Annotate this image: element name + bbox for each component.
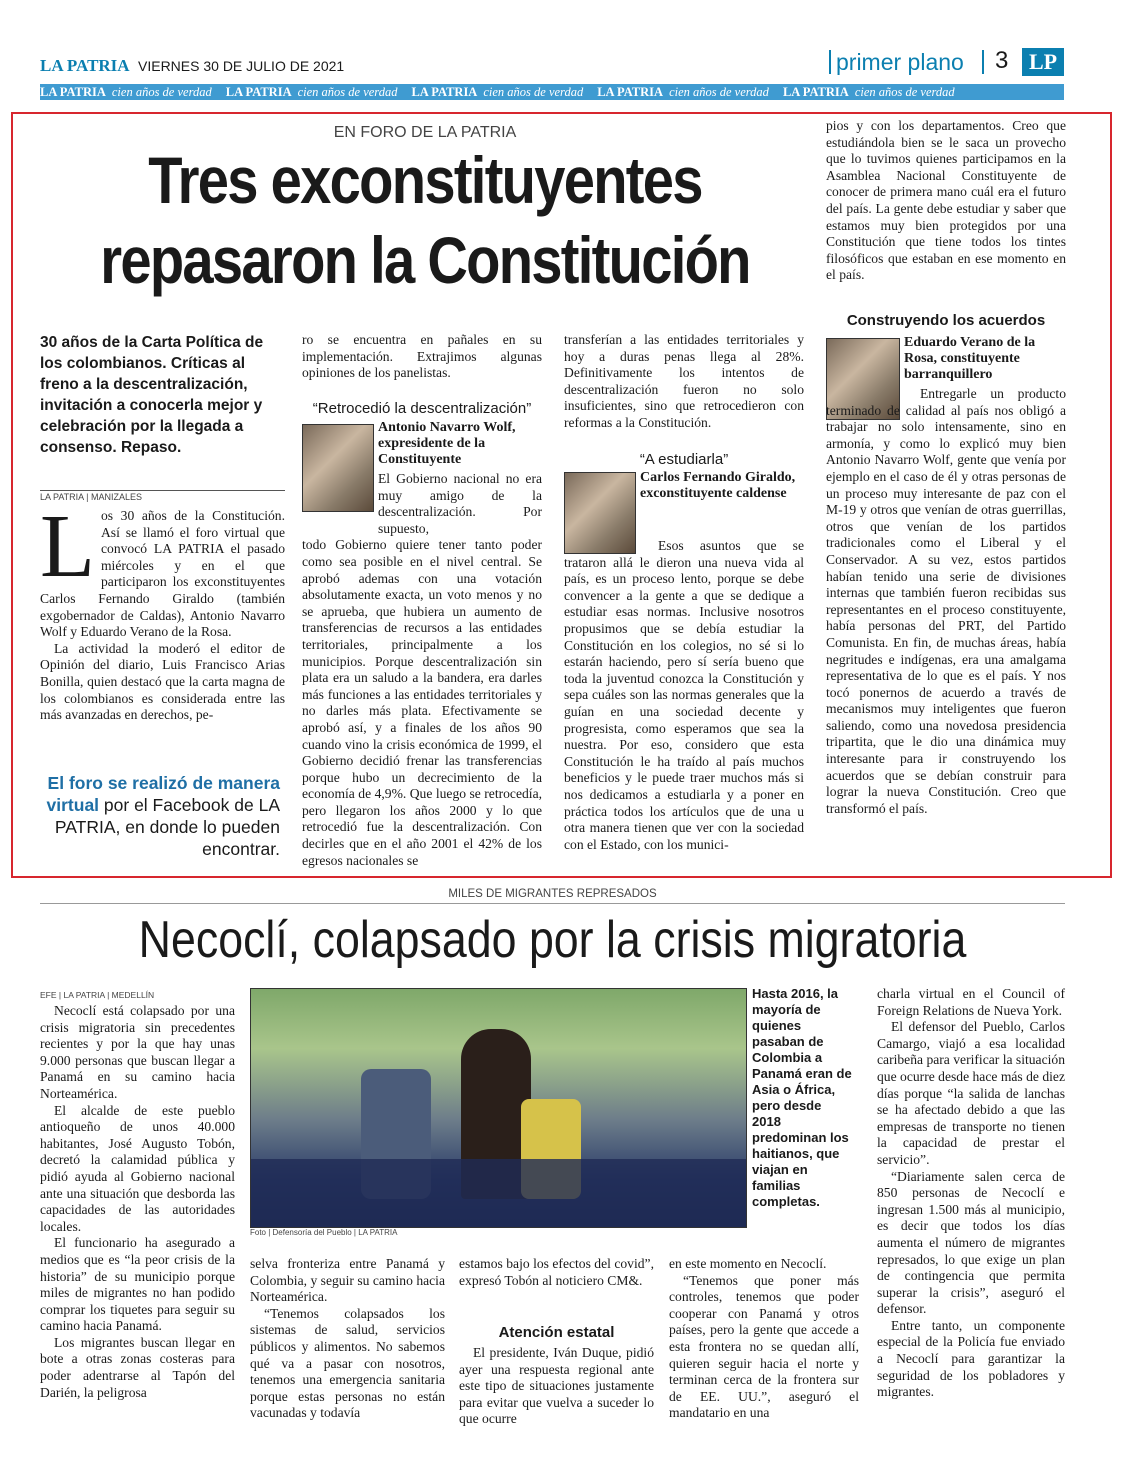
ribbon-slogan: cien años de verdad <box>297 85 398 99</box>
article2-paragraph: Los migrantes buscan llegar en bote a otras zonas costeras para poder adentrarse al Tapón del Darién, la peligrosa <box>40 1334 235 1400</box>
section-divider <box>829 50 831 74</box>
promo-box <box>40 772 280 860</box>
subhead-3: Construyendo los acuerdos <box>846 312 1046 329</box>
col4-paragraph: pios y con los departamentos. Creo que estudiándola bien se le saca un provecho que lo tuvimos quienes participamos en la Asamblea Nacional Constituyente de conocer de primera mano cuál era el futuro del país. La gente debe estudiar y saber que estamos muy bien protegidos por una Constitución que tiene todos los tintes filosóficos que estaban en ese momento en el país. <box>826 118 1066 283</box>
lp-badge: LP <box>1022 48 1064 76</box>
article2-paragraph: El defensor del Pueblo, Carlos Camargo, viajó a esa localidad caribeña para verificar la situación que ocurre desde hace más de diez días porque “la salida de lanchas se ha afectado debido a que las empresas de transporte no tienen la capacidad de prestar el servicio”. <box>877 1019 1065 1167</box>
col3-paragraph: transferían a las entidades territoriales y hoy a duras penas llega al 28%. Definitivamente los intentos de descentralización fueron no solo insuficientes, sino que retrocedieron con reformas a la Constitución. <box>564 332 804 430</box>
speaker-name-3: Eduardo Verano de la Rosa, constituyente barranquillero <box>904 335 1036 382</box>
col1-paragraph-2: La actividad la moderó el editor de Opinión del diario, Luis Francisco Arias Bonilla, quien destacó que la carta magna de los colombianos es considerada entre las más avanzadas en derechos, pe- <box>40 640 285 723</box>
ribbon-name: LA PATRIA <box>40 85 106 99</box>
article1-col4-top <box>826 118 1066 284</box>
article2-paragraph: El funcionario ha asegurado a medios que es “la peor crisis de la historia” de su municipio porque miles de migrantes no han podido comprar los tiquetes para seguir su camino hacia Panamá. <box>40 1235 235 1334</box>
article2-col5 <box>877 986 1065 1401</box>
article2-paragraph: “Diariamente salen cerca de 850 personas de Necoclí e ingresan 1.500 más al municipio, es decir que todos los días aumenta el número de migrantes represados, lo que exige un plan de contingencia que permita superar la crisis”, aseguró el defensor. <box>877 1168 1065 1317</box>
col2-paragraph: ro se encuentra en pañales en su implementación. Extrajimos algunas opiniones de los panelistas. <box>302 332 542 381</box>
headline-line-1: Tres exconstituyentes <box>148 143 702 217</box>
article2-paragraph: en este momento en Necoclí. <box>669 1256 827 1271</box>
article1-col4 <box>826 386 1066 817</box>
article2-paragraph: “Tenemos colapsados los sistemas de salud, servicios públicos y alimentos. No sabemos qué va a pasar con nosotros, tenemos una emergencia sanitaria porque estas personas no están vacunadas y todavía <box>250 1305 445 1421</box>
article2-col3b <box>459 1345 654 1428</box>
article2-paragraph: charla virtual en el Council of Foreign Relations de Nueva York. <box>877 986 1065 1018</box>
col2-paragraph-3: todo Gobierno quiere tener tanto poder como sea posible en el nivel central. Se aprobó ademas con una votación absolutamente exacta, un voto menos y no se aprueba, que hubiera un aumento de transferencias de recursos a las entidades territoriales, principalmente a los municipios. Porque descentralización sin plata era un saludo a la bandera, era darles más funciones a las entidades territoriales y no darles más plata. Efectivamente se aprobó así, y a finales de los años 90 cuando vino la crisis económica de 1999, el Gobierno decidió frenar las transferencias porque hubo un decrecimiento de la economía de 4,9%. Que luego se retrocedía, pero llegaron los años 2000 y lo que retrocedió fue la descentralización. Con decirles que en el año 2001 el 42% de los egresos nacionales se <box>302 537 542 868</box>
issue-date: VIERNES 30 DE JULIO DE 2021 <box>138 58 345 74</box>
article2-subhead: Atención estatal <box>498 1324 615 1341</box>
ribbon-name: LA PATRIA <box>597 85 664 99</box>
article2-col3 <box>459 1256 654 1289</box>
article2-paragraph: Necoclí está colapsado por una crisis migratoria sin precedentes recientes y por la que hay unas 9.000 personas que buscan llegar a Panamá en su camino hacia Norteamérica. <box>40 1003 235 1101</box>
ribbon-slogan: cien años de verdad <box>669 85 769 99</box>
subhead-1: “Retrocedió la descentralización” <box>312 400 532 417</box>
col1-paragraph: os 30 años de la Constitución. Así se llamó el foro virtual que convocó LA PATRIA el pasado miércoles y en el que participaron los exconstituyentes Carlos Fernando Giraldo (también exgobernador de Caldas), Antonio Navarro Wolf y Eduardo Verano de la Rosa. <box>40 508 285 640</box>
ribbon-slogan: cien años de verdad <box>483 85 584 99</box>
article2-paragraph: El alcalde de este pueblo antioqueño de unos 40.000 habitantes, José Augusto Tobón, decretó la calamidad pública y pidió ayuda al Gobierno nacional ante una situación que desborda las capacidades de las autoridades locales. <box>40 1102 235 1234</box>
masthead-logo: LA PATRIA <box>40 56 130 75</box>
article2-kicker: MILES DE MIGRANTES REPRESADOS <box>448 888 657 900</box>
article1-deck: 30 años de la Carta Política de los colombianos. Críticas al freno a la descentralización, invitación a conocerla mejor y celebración por la llegada a consenso. Repaso. <box>40 334 264 456</box>
article1-col2-top <box>302 332 542 382</box>
slogan-ribbon <box>40 84 1064 100</box>
article1-kicker: EN FORO DE LA PATRIA <box>333 124 517 141</box>
article1-col3 <box>564 538 804 853</box>
headline-line-2: repasaron la Constitución <box>100 223 750 297</box>
speaker-name-2: Carlos Fernando Giraldo, exconstituyente caldense <box>640 470 796 501</box>
article2-headline: Necoclí, colapsado por la crisis migratoria <box>138 911 967 969</box>
ribbon-name: LA PATRIA <box>225 85 292 99</box>
promo-bold: El foro se realizó de manera virtual <box>46 773 280 815</box>
ribbon-name: LA PATRIA <box>782 85 849 99</box>
photo-bags <box>251 1159 746 1227</box>
article1-col2 <box>302 471 542 869</box>
col3-text: estamos bajo los efectos del covid”, expresó Tobón al noticiero CM&. <box>459 1256 654 1288</box>
page-number: 3 <box>995 47 1009 74</box>
section-rule <box>40 903 1065 904</box>
migrants-photo <box>250 988 747 1228</box>
dropcap: L <box>40 497 95 596</box>
article2-col1 <box>40 1003 235 1401</box>
article2-paragraph: “Tenemos que poner más controles, tenemos que poder cooperar con Panamá y otros países, pero la gente que accede a esta frontera no se quedan allí, quieren seguir hacia el norte y terminan cerca de la frontera sur de EE. UU.”, aseguró el mandatario en una <box>669 1272 859 1421</box>
article2-paragraph: Entre tanto, un componente especial de la Policía fue enviado a Necoclí para garantizar la seguridad de los pobladores y migrantes. <box>877 1317 1065 1400</box>
article2-col2 <box>250 1256 445 1422</box>
speaker-name-1: Antonio Navarro Wolf, expresidente de la Constituyente <box>378 420 516 467</box>
photo-caption: Hasta 2016, la mayoría de quienes pasaban de Colombia a Panamá eran de Asia o África, pero desde 2018 predominan los haitianos, que viajan en familias completas. <box>752 986 852 1209</box>
promo-text: por el Facebook de LA PATRIA, en donde lo pueden encontrar. <box>54 795 280 859</box>
photo-credit: Foto | Defensoría del Pueblo | LA PATRIA <box>250 1228 398 1237</box>
col2-paragraph-2: El Gobierno nacional no era muy amigo de la descentralización. Por supuesto, <box>378 471 542 536</box>
byline-rule <box>40 490 285 491</box>
article1-col3-top <box>564 332 804 432</box>
col4-paragraph-2: Entregarle un producto terminado de calidad al país nos obligó a trabajar no solo intensamente, sino en armonía, y como lo explicó muy bien Antonio Navarro Wolf, gente que venía por ejemplo en el caso de él y otras personas de un proceso muy interesante de paz con el M-19 y otros que venían de otras guerrillas, otros que venían de los partidos tradicionales como el Liberal y el Conservador. A su vez, estos partidos habían tenido una serie de divisiones internas que también fueron recibidas sus representantes en el proceso constituyente, había personas del PRT, del Partido Comunista. En fin, de muchas áreas, había negritudes e indígenas, era una amalgama representativa de lo que es el país. Y nos tocó ponernos de acuerdo a través de mecanismos muy inteligentes que fueron saliendo, como una novedosa presidencia tripartita, que le dio una dinámica muy interesante para ir construyendo los acuerdos que se debían construir para lograr la nueva Constitución. Creo que transformó el país. <box>826 386 1066 816</box>
subhead-2: “A estudiarla” <box>639 451 729 468</box>
article1-headline <box>89 140 761 300</box>
section-divider-2 <box>982 50 984 74</box>
col3-text-2: El presidente, Iván Duque, pidió ayer una respuesta regional ante este tipo de situaciones justamente para evitar que vuelva a suceder lo que ocurre <box>459 1345 654 1427</box>
article1-byline: LA PATRIA | MANIZALES <box>40 492 143 502</box>
section-name: primer plano <box>836 49 964 75</box>
ribbon-name: LA PATRIA <box>411 85 478 99</box>
article2-col4 <box>669 1256 859 1422</box>
col3-paragraph-2: Esos asuntos que se trataron allá le dieron una nueva vida al país, es un proceso lento, porque se debe convencer a la gente a que se dedique a estudiar esas normas. Inclusive nosotros propusimos que se debía estudiar la Constitución en los colegios, no sé si lo estarán haciendo, pero sí sería bueno que toda la juventud conozca la Constitución y sepa cuáles son las normas generales que la guían en una sociedad decente y progresista, como esperamos que sea la nuestra. Por eso, considero que esta Constitución le ha traído al país muchos beneficios y le puede traer muchos más si nos dedicamos a estudiarla y a poner en práctica todos los artículos que de una u otra manera tienen que ver con la sociedad con el Estado, con los munici- <box>564 538 804 852</box>
article2-paragraph: selva fronteriza entre Panamá y Colombia, y seguir su camino hacia Norteamérica. <box>250 1256 445 1305</box>
ribbon-slogan: cien años de verdad <box>111 85 212 99</box>
ribbon-slogan: cien años de verdad <box>854 85 955 99</box>
article2-byline: EFE | LA PATRIA | MEDELLÍN <box>40 990 155 1000</box>
